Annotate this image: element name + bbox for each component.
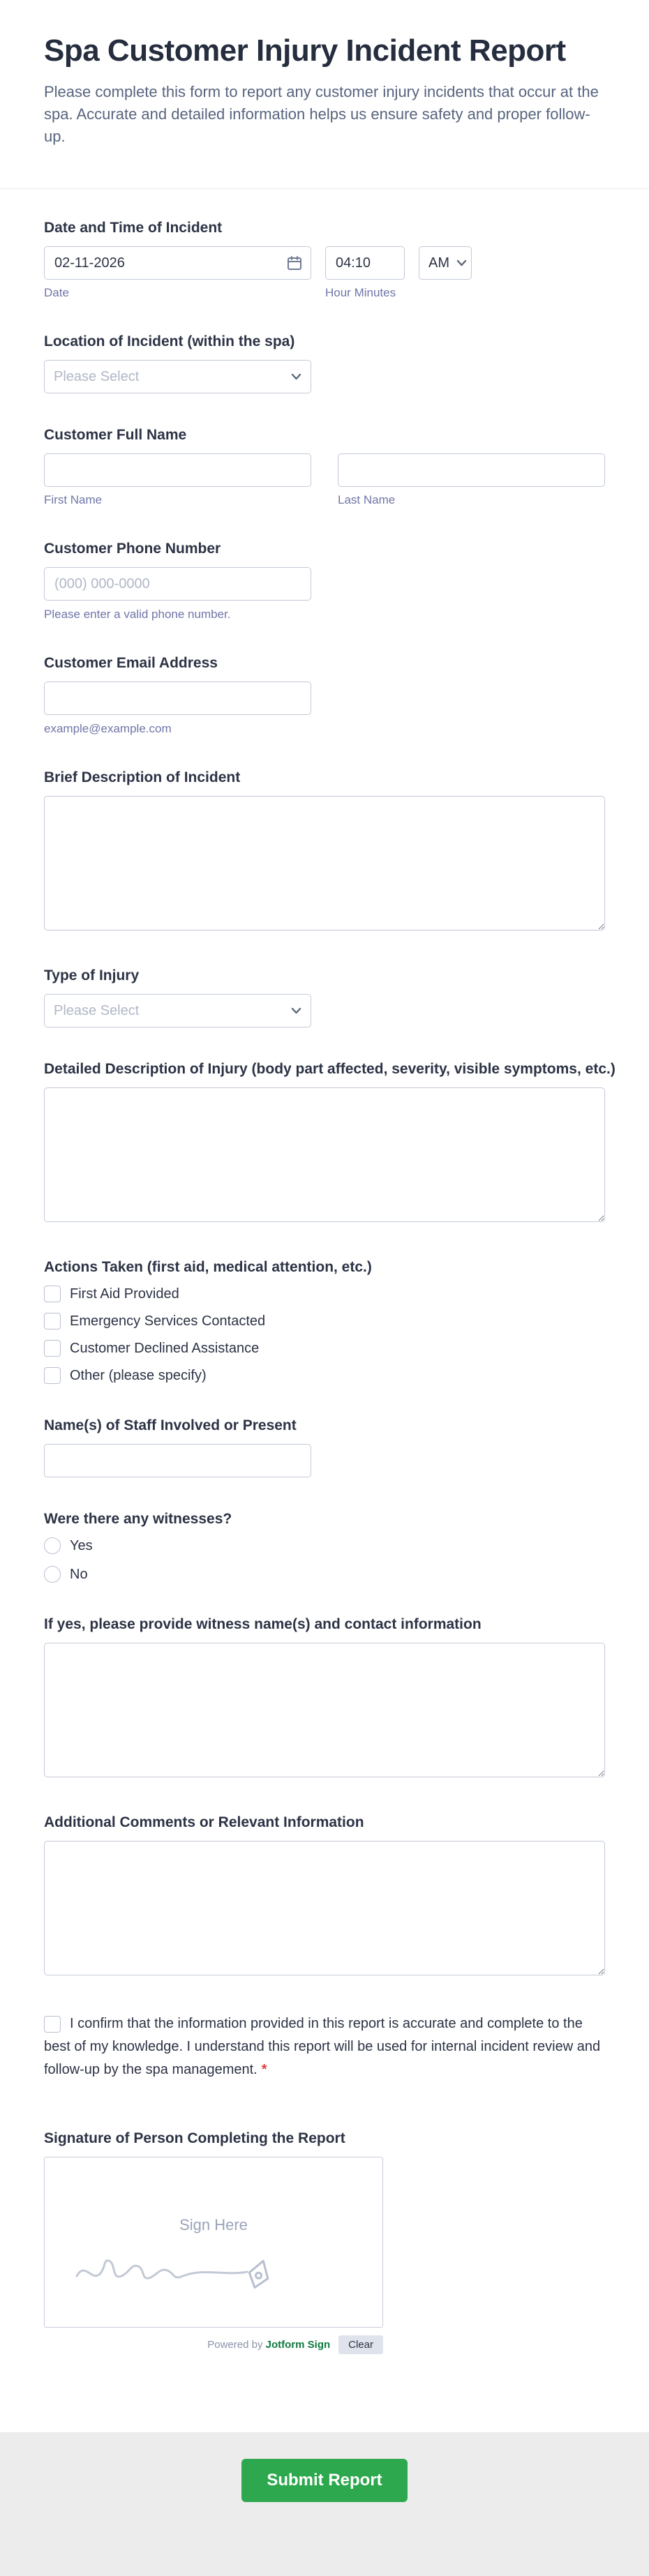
- radio-option-label: No: [70, 1566, 88, 1582]
- confirmation-block: [44, 2012, 605, 2081]
- checkbox-option-label: Customer Declined Assistance: [70, 1340, 260, 1356]
- checkbox-option: [44, 1313, 605, 1330]
- checkbox-option: [44, 1286, 605, 1302]
- name-row: [44, 453, 605, 507]
- injury-detail-label: Detailed Description of Injury (body part affected, severity, visible symptoms, etc.): [44, 1061, 616, 1077]
- injury-detail-textarea[interactable]: [44, 1087, 605, 1222]
- location-label: Location of Incident (within the spa): [44, 333, 295, 349]
- question-email: [44, 655, 605, 736]
- last-name-sublabel: Last Name: [338, 493, 396, 506]
- form-subtitle: Please complete this form to report any customer injury incidents that occur at the spa. Accurate and detailed information helps us ensure safety and proper follow-up.: [44, 83, 599, 145]
- question-location: [44, 333, 605, 393]
- brief-description-label: Brief Description of Incident: [44, 769, 241, 785]
- staff-input[interactable]: [44, 1444, 311, 1477]
- question-phone: [44, 541, 605, 622]
- last-name-input[interactable]: [338, 453, 605, 487]
- date-input[interactable]: [44, 246, 311, 280]
- date-time-label: Date and Time of Incident: [44, 220, 223, 236]
- chevron-down-icon: [291, 1007, 301, 1014]
- first-name-input[interactable]: [44, 453, 311, 487]
- emergency-services-checkbox[interactable]: [44, 1313, 61, 1330]
- ampm-select[interactable]: [419, 246, 472, 280]
- time-input[interactable]: [325, 246, 405, 280]
- comments-textarea[interactable]: [44, 1841, 605, 1975]
- submit-bar: [0, 2432, 649, 2576]
- question-witnesses: [44, 1511, 605, 1583]
- staff-label: Name(s) of Staff Involved or Present: [44, 1417, 297, 1433]
- submit-button[interactable]: Submit Report: [241, 2459, 407, 2502]
- first-aid-checkbox[interactable]: [44, 1286, 61, 1302]
- email-input[interactable]: [44, 681, 311, 715]
- date-field-col: [44, 246, 311, 300]
- witness-info-label: If yes, please provide witness name(s) and contact information: [44, 1616, 482, 1632]
- witnesses-no-radio[interactable]: [44, 1566, 61, 1583]
- signature-label: Signature of Person Completing the Report: [44, 2130, 345, 2146]
- calendar-icon[interactable]: [287, 255, 302, 271]
- question-actions-taken: [44, 1259, 605, 1384]
- date-sublabel: Date: [44, 286, 69, 299]
- question-injury-detail: [44, 1061, 616, 1226]
- injury-type-select[interactable]: [44, 994, 311, 1027]
- required-marker: *: [261, 2062, 267, 2077]
- injury-type-placeholder: Please Select: [54, 1002, 140, 1018]
- other-checkbox[interactable]: [44, 1367, 61, 1384]
- checkbox-option-label: Other (please specify): [70, 1367, 207, 1383]
- radio-option: [44, 1537, 605, 1554]
- pen-nib-icon: [246, 2258, 273, 2291]
- time-field-col: [325, 246, 405, 300]
- location-placeholder: Please Select: [54, 368, 140, 384]
- date-time-row: [44, 246, 605, 300]
- form-content: [0, 189, 649, 2388]
- witnesses-yes-radio[interactable]: [44, 1537, 61, 1554]
- question-brief-description: [44, 769, 605, 934]
- comments-label: Additional Comments or Relevant Information: [44, 1814, 364, 1830]
- chevron-down-icon: [456, 259, 467, 266]
- form-header: [0, 0, 649, 188]
- first-name-col: [44, 453, 311, 507]
- phone-sublabel: Please enter a valid phone number.: [44, 608, 231, 621]
- date-field-wrap: [44, 246, 311, 280]
- page-title: Spa Customer Injury Incident Report: [44, 33, 566, 68]
- powered-by-text: [207, 2339, 330, 2351]
- checkbox-option-label: Emergency Services Contacted: [70, 1313, 266, 1329]
- signature-stroke: [71, 2240, 322, 2296]
- question-customer-name: [44, 427, 605, 507]
- jotform-sign-brand: Jotform Sign: [265, 2339, 331, 2351]
- question-witness-info: [44, 1616, 605, 1781]
- declined-assistance-checkbox[interactable]: [44, 1340, 61, 1357]
- witnesses-label: Were there any witnesses?: [44, 1511, 232, 1527]
- radio-option: [44, 1566, 605, 1583]
- email-sublabel: example@example.com: [44, 722, 172, 735]
- question-injury-type: [44, 967, 605, 1027]
- email-label: Customer Email Address: [44, 655, 218, 671]
- radio-option-label: Yes: [70, 1537, 93, 1553]
- question-staff: [44, 1417, 605, 1477]
- signature-footer: [44, 2335, 383, 2354]
- first-name-sublabel: First Name: [44, 493, 103, 506]
- powered-by-label: Powered by: [207, 2339, 263, 2351]
- checkbox-option: [44, 1340, 605, 1357]
- location-select[interactable]: [44, 360, 311, 393]
- time-sublabel: Hour Minutes: [325, 286, 396, 299]
- phone-input[interactable]: [44, 567, 311, 601]
- witness-info-textarea[interactable]: [44, 1643, 605, 1777]
- sign-here-placeholder: Sign Here: [179, 2216, 248, 2234]
- signature-pad[interactable]: [44, 2157, 383, 2328]
- clear-signature-button[interactable]: Clear: [338, 2335, 383, 2354]
- confirmation-checkbox[interactable]: [44, 2016, 61, 2033]
- customer-name-label: Customer Full Name: [44, 427, 187, 443]
- confirmation-text: I confirm that the information provided in this report is accurate and complete to the best of my knowledge. I understand this report will be used for internal incident review and follow-up by the spa management.: [44, 2016, 601, 2077]
- checkbox-option: [44, 1367, 605, 1384]
- ampm-value: AM: [428, 255, 449, 271]
- last-name-col: [338, 453, 605, 507]
- question-comments: [44, 1814, 605, 1979]
- actions-taken-label: Actions Taken (first aid, medical attention, etc.): [44, 1259, 372, 1275]
- question-signature: [44, 2130, 605, 2354]
- question-date-time: [44, 220, 605, 300]
- chevron-down-icon: [291, 373, 301, 380]
- checkbox-option-label: First Aid Provided: [70, 1286, 179, 1302]
- phone-label: Customer Phone Number: [44, 541, 221, 557]
- brief-description-textarea[interactable]: [44, 796, 605, 931]
- injury-type-label: Type of Injury: [44, 967, 140, 984]
